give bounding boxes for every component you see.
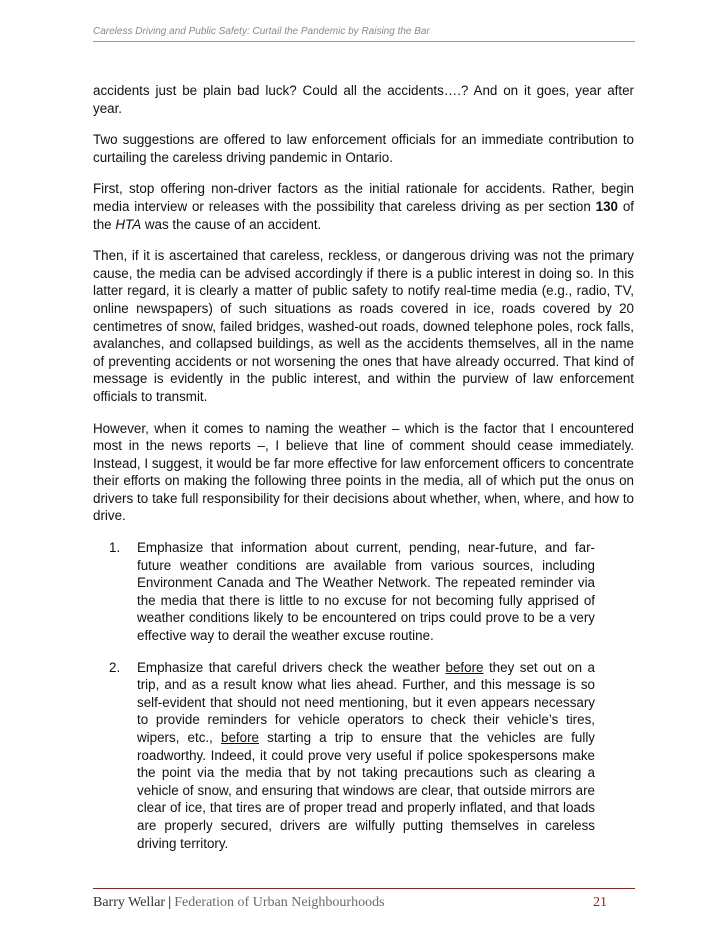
p3-text-mid: of the [93, 198, 634, 232]
list-item-number: 2. [109, 659, 121, 675]
section-number: 130 [595, 198, 618, 214]
footer-separator: | [168, 895, 172, 910]
numbered-points-list [93, 539, 634, 852]
underlined-before: before [221, 730, 259, 745]
document-body [93, 82, 634, 866]
list-item-text-part3: starting a trip to ensure that the vehicles are fully roadworthy. Indeed, it could prove very useful if police spokespersons make the point via the media that by not taking precautions such as clearing a vehicle of snow, and ensuring that windows are clear, that outside mirrors are clear of ice, that tires are of proper tread and properly inflated, and that loads are properly secured, drivers are wilfully putting themselves in careless driving territory. [137, 730, 595, 851]
list-item-text-part2: they set out on a trip, and as a result know what lies ahead. Further, and this message is so self-evident that should not need mentioning, but it even appears necessary to provide reminders for vehicle operators to check their vehicle’s tires, wipers, etc., [137, 659, 595, 745]
list-item-number: 1. [109, 540, 121, 556]
paragraph-first-suggestion [93, 180, 634, 233]
underlined-before: before [445, 659, 484, 675]
act-abbreviation: HTA [115, 216, 142, 232]
footer-author: Barry Wellar [93, 895, 166, 910]
footer-organization: Federation of Urban Neighbourhoods [174, 895, 385, 910]
p3-text-after: was the cause of an accident. [141, 216, 322, 232]
paragraph-suggestions-intro: Two suggestions are offered to law enforcement officials for an immediate contribution to curtailing the careless driving pandemic in Ontario. [93, 132, 634, 165]
page-number: 21 [593, 895, 607, 910]
p3-text-before: First, stop offering non-driver factors as the initial rationale for accidents. Rather, begin media interview or releases with the possibility that careless driving as per section [93, 181, 634, 214]
paragraph-second-suggestion: Then, if it is ascertained that careless, reckless, or dangerous driving was not the primary cause, the media can be advised accordingly if there is a public interest in doing so. In this latter regard, it is clearly a matter of public safety to notify real-time media (e.g., radio, TV, online newspapers) of such situations as roads covered in ice, roads covered by 20 centimetres of snow, failed bridges, washed-out roads, downed telephone poles, rock falls, avalanches, and collapsed buildings, as well as the accidents themselves, all in the name of preventing accidents or not worsening the ones that have already occurred. That kind of message is evidently in the public interest, and within the purview of law enforcement officials to transmit. [93, 248, 634, 404]
paragraph-continuation: accidents just be plain bad luck? Could all the accidents….? And on it goes, year after year. [93, 83, 634, 116]
list-item-text-part1: Emphasize that careful drivers check the weather [137, 659, 446, 675]
page-footer [93, 888, 635, 911]
list-item-text: Emphasize that information about current, pending, near-future, and far-future weather conditions are available from various sources, including Environment Canada and The Weather Network. The repeated reminder via the media that there is little to no excuse for not becoming fully apprised of weather conditions likely to be encountered on trips could prove to be a very effective way to derail the weather excuse routine. [137, 540, 595, 644]
running-header: Careless Driving and Public Safety: Curtail the Pandemic by Raising the Bar [93, 26, 635, 42]
list-item [109, 539, 595, 645]
list-item [109, 659, 595, 853]
paragraph-weather: However, when it comes to naming the weather – which is the factor that I encountered most in the news reports –, I believe that line of comment should cease immediately. Instead, I suggest, it would be far more effective for law enforcement officers to concentrate their efforts on making the following three points in the media, all of which put the onus on drivers to take full responsibility for their decisions about whether, when, where, and how to drive. [93, 420, 634, 524]
